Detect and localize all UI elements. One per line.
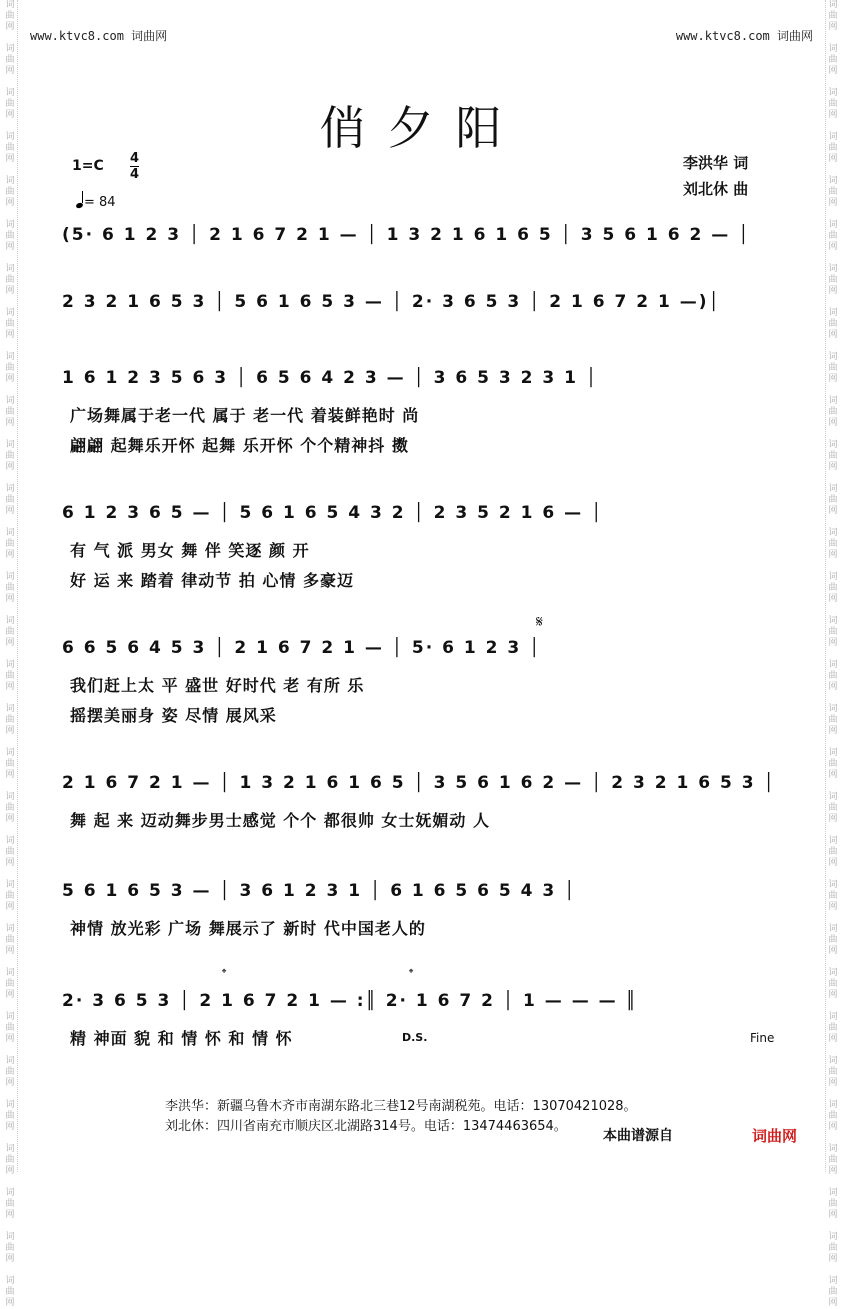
lyric-verse-1: 我们赶上太 平 盛世 好时代 老 有所 乐	[70, 676, 365, 695]
lyric-verse-1: 神情 放光彩 广场 舞展示了 新时 代中国老人的	[70, 919, 426, 938]
footer-line-lyricist: 李洪华：新疆乌鲁木齐市南湖东路北三巷12号南湖税苑。电话：13070421028。	[165, 1099, 637, 1114]
tempo-mark	[76, 194, 116, 210]
footer-line-composer: 刘北休：四川省南充市顺庆区北湖路314号。电话：13474463654。	[165, 1119, 567, 1134]
coda-icon-2: 𝄌	[409, 966, 414, 980]
lyric-verse-1: 舞 起 来 迈动舞步男士感觉 个个 都很帅 女士妩媚动 人	[70, 811, 490, 830]
notation-line: 2 3 2 1 6 5 3 │ 5 6 1 6 5 3 — │ 2· 3 6 5 3 │ 2 1 6 7 2 1 —)│	[62, 292, 721, 312]
lyric-verse-1: 广场舞属于老一代 属于 老一代 着装鲜艳时 尚	[70, 406, 420, 425]
site-link-left[interactable]: www.ktvc8.com 词曲网	[30, 29, 168, 43]
coda-icon: 𝄌	[222, 966, 227, 980]
tempo-value: = 84	[84, 195, 116, 210]
lyric-verse-2: 翩翩 起舞乐开怀 起舞 乐开怀 个个精神抖 擞	[70, 436, 409, 455]
notation-line: 5 6 1 6 5 3 — │ 3 6 1 2 3 1 │ 6 1 6 5 6 5 4 3 │	[62, 881, 577, 901]
lyric-verse-2: 摇摆美丽身 姿 尽情 展风采	[70, 706, 277, 725]
note-stem	[82, 191, 83, 203]
lyric-verse-2: 好 运 来 踏着 律动节 拍 心情 多豪迈	[70, 571, 354, 590]
quarter-note-icon	[75, 202, 83, 209]
notation-line: 2· 3 6 5 3 │ 2 1 6 7 2 1 — :║ 2· 1 6 7 2 │ 1 — — — ║	[62, 991, 638, 1011]
segno-icon: 𝄋	[536, 612, 543, 631]
lyric-verse-1: 精 神面 貌 和 情 怀 和 情 怀	[70, 1029, 293, 1048]
source-label: 本曲谱源自	[603, 1128, 673, 1144]
side-watermark-right: 词 曲 网 词 曲 网 词 曲 网 词 曲 网 词 曲 网 词 曲 网 词 曲 网 词 曲 网 词 曲 网 词 曲 网 词 曲 网 词 曲 网 词 曲 网 词 曲 网 词 曲 网 词 曲 网 词 曲 网 词 曲 网 词 曲 网 词 曲 网 词 曲 网 词 曲 网 词 曲 网 词 曲 网 词 曲 网 词 曲 网 词 曲 网 词 曲 网 词 曲 网 词 曲 网	[825, 0, 840, 1172]
notation-line: 6 1 2 3 6 5 — │ 5 6 1 6 5 4 3 2 │ 2 3 5 2 1 6 — │	[62, 503, 604, 523]
meter-bottom: 4	[130, 167, 140, 182]
lyricist-credit: 李洪华 词	[683, 154, 749, 172]
song-title: 俏夕阳	[319, 101, 524, 155]
notation-line: 1 6 1 2 3 5 6 3 │ 6 5 6 4 2 3 — │ 3 6 5 3 2 3 1 │	[62, 368, 599, 388]
key-signature: 1=C	[72, 158, 104, 174]
side-watermark-left: 词 曲 网 词 曲 网 词 曲 网 词 曲 网 词 曲 网 词 曲 网 词 曲 网 词 曲 网 词 曲 网 词 曲 网 词 曲 网 词 曲 网 词 曲 网 词 曲 网 词 曲 网 词 曲 网 词 曲 网 词 曲 网 词 曲 网 词 曲 网 词 曲 网 词 曲 网 词 曲 网 词 曲 网 词 曲 网 词 曲 网 词 曲 网 词 曲 网 词 曲 网 词 曲 网	[3, 0, 18, 1172]
meter-top: 4	[130, 151, 140, 166]
time-signature	[130, 151, 139, 182]
composer-credit: 刘北休 曲	[683, 180, 749, 198]
brand-link[interactable]: 词曲网	[752, 1127, 798, 1145]
notation-line: 6 6 5 6 4 5 3 │ 2 1 6 7 2 1 — │ 5· 6 1 2 3 │	[62, 638, 542, 658]
ds-mark: D.S.	[402, 1031, 428, 1044]
site-link-right[interactable]: www.ktvc8.com 词曲网	[675, 29, 813, 43]
notation-line: 2 1 6 7 2 1 — │ 1 3 2 1 6 1 6 5 │ 3 5 6 1 6 2 — │ 2 3 2 1 6 5 3 │	[62, 773, 776, 793]
notation-line: (5· 6 1 2 3 │ 2 1 6 7 2 1 — │ 1 3 2 1 6 1 6 5 │ 3 5 6 1 6 2 — │	[62, 225, 751, 245]
fine-mark: Fine	[750, 1031, 775, 1045]
lyric-verse-1: 有 气 派 男女 舞 伴 笑逐 颜 开	[70, 541, 310, 560]
